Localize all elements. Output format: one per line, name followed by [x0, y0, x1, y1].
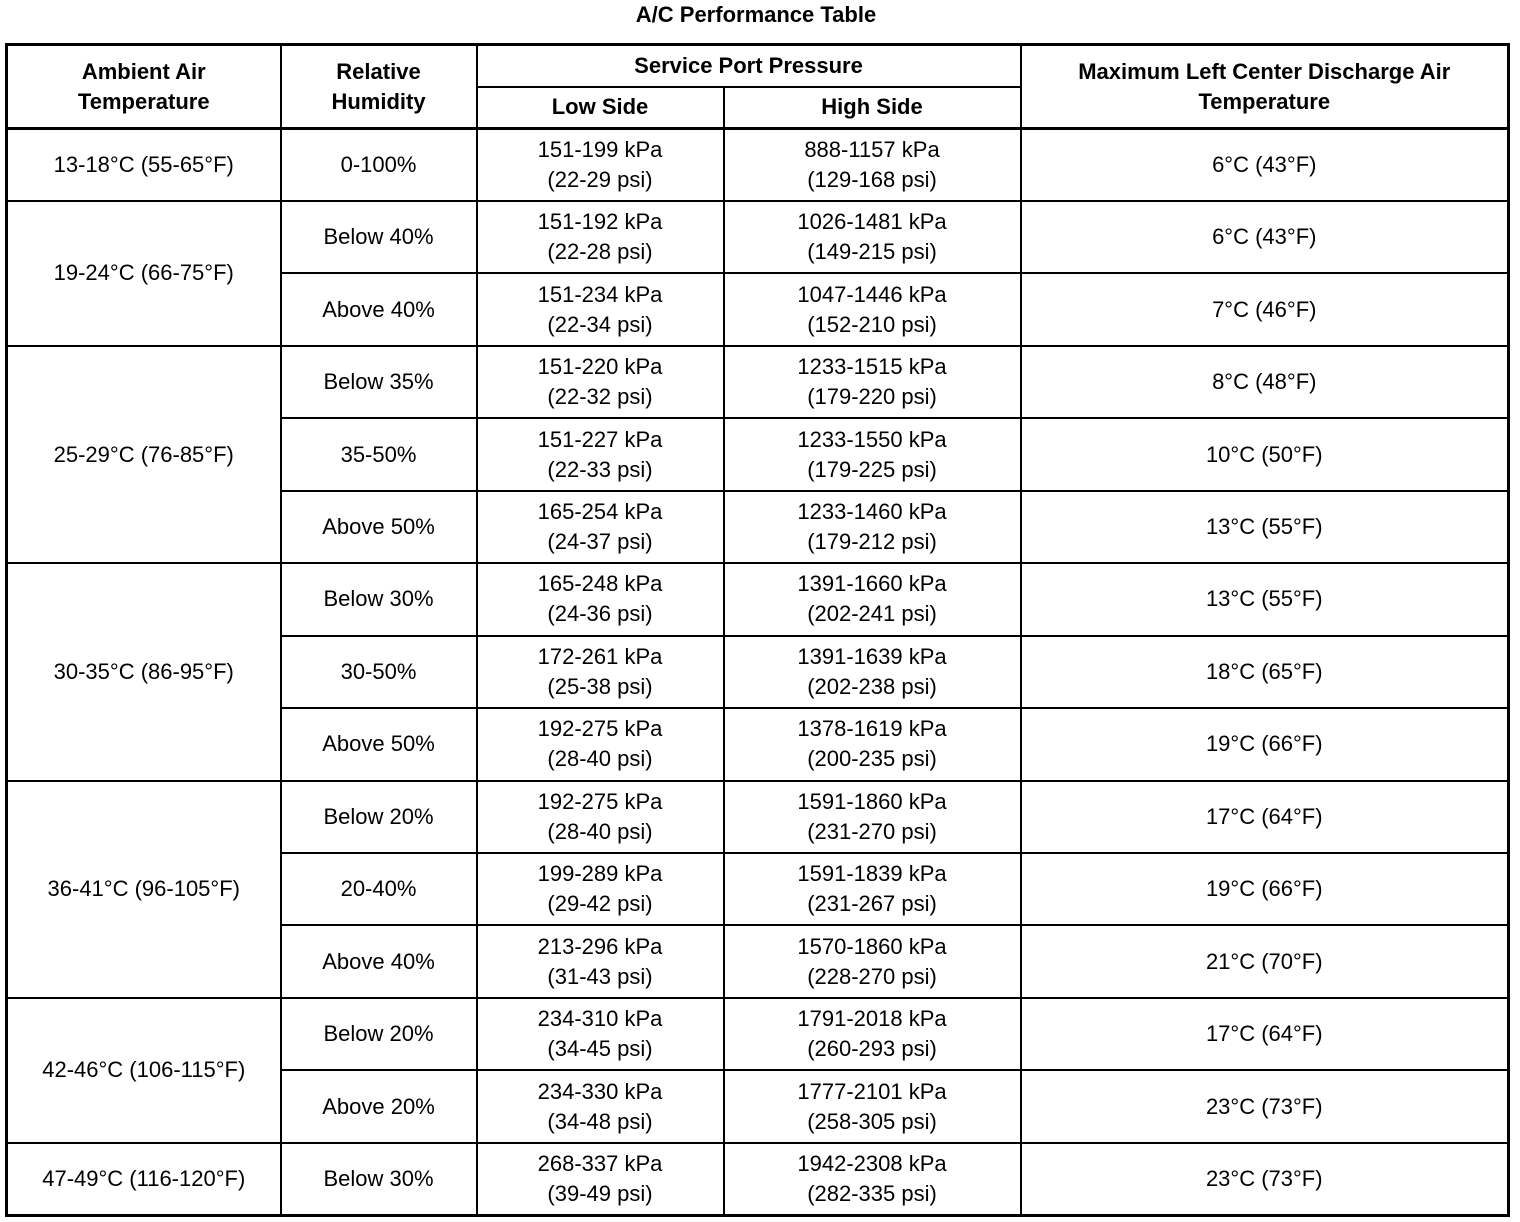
header-low-side: Low Side	[477, 87, 724, 129]
low-side-kpa-value: 165-254 kPa	[537, 498, 663, 524]
ambient-temperature-cell: 19-24°C (66-75°F)	[7, 201, 281, 346]
high-side-psi-value: (202-238 psi)	[807, 673, 937, 699]
low-side-pressure-cell	[477, 1070, 724, 1142]
table-row	[7, 129, 1509, 201]
table-row	[7, 346, 1509, 418]
low-side-psi-value: (31-43 psi)	[547, 963, 653, 989]
low-side-kpa-value: 213-296 kPa	[537, 933, 663, 959]
max-discharge-temperature-cell: 6°C (43°F)	[1021, 129, 1509, 201]
low-side-pressure-cell	[477, 636, 724, 708]
high-side-kpa-value: 1047-1446 kPa	[797, 281, 947, 307]
low-side-kpa-value: 199-289 kPa	[537, 861, 663, 887]
max-discharge-temperature-cell: 18°C (65°F)	[1021, 636, 1509, 708]
table-row	[7, 998, 1509, 1070]
header-humidity-line-1: Relative	[336, 58, 421, 84]
low-side-pressure-cell	[477, 853, 724, 925]
high-side-psi-value: (179-225 psi)	[807, 456, 937, 482]
max-discharge-temperature-cell: 17°C (64°F)	[1021, 998, 1509, 1070]
high-side-pressure-cell	[724, 129, 1021, 201]
max-discharge-temperature-cell: 6°C (43°F)	[1021, 201, 1509, 273]
low-side-pressure-cell	[477, 781, 724, 853]
max-discharge-temperature-cell: 23°C (73°F)	[1021, 1070, 1509, 1142]
relative-humidity-cell: 35-50%	[281, 418, 477, 490]
low-side-psi-value: (22-28 psi)	[547, 239, 653, 265]
max-discharge-temperature-cell: 8°C (48°F)	[1021, 346, 1509, 418]
high-side-psi-value: (179-220 psi)	[807, 384, 937, 410]
table-row	[7, 201, 1509, 273]
high-side-kpa-value: 1378-1619 kPa	[797, 716, 947, 742]
low-side-psi-value: (25-38 psi)	[547, 673, 653, 699]
high-side-psi-value: (149-215 psi)	[807, 239, 937, 265]
low-side-kpa-value: 234-330 kPa	[537, 1078, 663, 1104]
high-side-psi-value: (258-305 psi)	[807, 1108, 937, 1134]
header-discharge-line-2: Temperature	[1198, 88, 1331, 114]
low-side-pressure-cell	[477, 273, 724, 345]
ambient-temperature-cell: 25-29°C (76-85°F)	[7, 346, 281, 563]
max-discharge-temperature-cell: 21°C (70°F)	[1021, 925, 1509, 997]
low-side-psi-value: (34-45 psi)	[547, 1036, 653, 1062]
high-side-pressure-cell	[724, 853, 1021, 925]
high-side-kpa-value: 1391-1660 kPa	[797, 571, 947, 597]
high-side-kpa-value: 1591-1839 kPa	[797, 861, 947, 887]
relative-humidity-cell: Above 40%	[281, 273, 477, 345]
low-side-pressure-cell	[477, 925, 724, 997]
high-side-kpa-value: 1026-1481 kPa	[797, 209, 947, 235]
relative-humidity-cell: Above 50%	[281, 491, 477, 563]
relative-humidity-cell: Above 40%	[281, 925, 477, 997]
low-side-pressure-cell	[477, 563, 724, 635]
low-side-psi-value: (39-49 psi)	[547, 1180, 653, 1206]
ambient-temperature-cell: 30-35°C (86-95°F)	[7, 563, 281, 780]
high-side-kpa-value: 1233-1515 kPa	[797, 354, 947, 380]
low-side-kpa-value: 192-275 kPa	[537, 716, 663, 742]
relative-humidity-cell: Below 20%	[281, 998, 477, 1070]
low-side-pressure-cell	[477, 129, 724, 201]
low-side-pressure-cell	[477, 346, 724, 418]
ambient-temperature-cell: 36-41°C (96-105°F)	[7, 781, 281, 998]
low-side-kpa-value: 151-234 kPa	[537, 281, 663, 307]
header-relative-humidity	[281, 45, 477, 129]
low-side-kpa-value: 151-192 kPa	[537, 209, 663, 235]
table-row	[7, 781, 1509, 853]
high-side-kpa-value: 1791-2018 kPa	[797, 1006, 947, 1032]
relative-humidity-cell: Below 30%	[281, 1143, 477, 1216]
max-discharge-temperature-cell: 7°C (46°F)	[1021, 273, 1509, 345]
high-side-psi-value: (179-212 psi)	[807, 528, 937, 554]
high-side-psi-value: (200-235 psi)	[807, 746, 937, 772]
high-side-pressure-cell	[724, 1143, 1021, 1216]
ambient-temperature-cell: 42-46°C (106-115°F)	[7, 998, 281, 1143]
low-side-kpa-value: 192-275 kPa	[537, 788, 663, 814]
high-side-kpa-value: 1233-1550 kPa	[797, 426, 947, 452]
low-side-kpa-value: 234-310 kPa	[537, 1006, 663, 1032]
high-side-psi-value: (129-168 psi)	[807, 166, 937, 192]
table-body	[7, 129, 1509, 1216]
high-side-psi-value: (228-270 psi)	[807, 963, 937, 989]
high-side-pressure-cell	[724, 781, 1021, 853]
high-side-kpa-value: 1391-1639 kPa	[797, 643, 947, 669]
low-side-kpa-value: 151-199 kPa	[537, 136, 663, 162]
high-side-kpa-value: 1942-2308 kPa	[797, 1150, 947, 1176]
low-side-kpa-value: 268-337 kPa	[537, 1150, 663, 1176]
high-side-kpa-value: 1570-1860 kPa	[797, 933, 947, 959]
header-max-discharge-temperature	[1021, 45, 1509, 129]
high-side-pressure-cell	[724, 925, 1021, 997]
relative-humidity-cell: Below 35%	[281, 346, 477, 418]
high-side-psi-value: (202-241 psi)	[807, 601, 937, 627]
low-side-pressure-cell	[477, 201, 724, 273]
high-side-psi-value: (231-267 psi)	[807, 891, 937, 917]
high-side-pressure-cell	[724, 418, 1021, 490]
low-side-kpa-value: 172-261 kPa	[537, 643, 663, 669]
max-discharge-temperature-cell: 19°C (66°F)	[1021, 708, 1509, 780]
relative-humidity-cell: Above 20%	[281, 1070, 477, 1142]
table-title: A/C Performance Table	[635, 2, 877, 27]
max-discharge-temperature-cell: 13°C (55°F)	[1021, 491, 1509, 563]
header-ambient-air-temperature	[7, 45, 281, 129]
low-side-pressure-cell	[477, 708, 724, 780]
ambient-temperature-cell: 13-18°C (55-65°F)	[7, 129, 281, 201]
high-side-psi-value: (231-270 psi)	[807, 818, 937, 844]
max-discharge-temperature-cell: 17°C (64°F)	[1021, 781, 1509, 853]
low-side-psi-value: (22-34 psi)	[547, 311, 653, 337]
relative-humidity-cell: Below 40%	[281, 201, 477, 273]
header-discharge-line-1: Maximum Left Center Discharge Air	[1078, 58, 1451, 84]
high-side-kpa-value: 888-1157 kPa	[804, 136, 940, 162]
low-side-psi-value: (24-36 psi)	[547, 601, 653, 627]
relative-humidity-cell: 0-100%	[281, 129, 477, 201]
table-row	[7, 563, 1509, 635]
header-service-port-pressure: Service Port Pressure	[477, 45, 1021, 87]
high-side-pressure-cell	[724, 636, 1021, 708]
low-side-psi-value: (24-37 psi)	[547, 528, 653, 554]
low-side-kpa-value: 151-227 kPa	[537, 426, 663, 452]
high-side-pressure-cell	[724, 346, 1021, 418]
header-ambient-line-1: Ambient Air	[81, 58, 206, 84]
relative-humidity-cell: Above 50%	[281, 708, 477, 780]
high-side-pressure-cell	[724, 201, 1021, 273]
relative-humidity-cell: 30-50%	[281, 636, 477, 708]
low-side-psi-value: (22-29 psi)	[547, 166, 653, 192]
ac-performance-table	[5, 43, 1510, 1217]
high-side-pressure-cell	[724, 1070, 1021, 1142]
low-side-psi-value: (34-48 psi)	[547, 1108, 653, 1134]
high-side-kpa-value: 1777-2101 kPa	[797, 1078, 947, 1104]
low-side-psi-value: (28-40 psi)	[547, 746, 653, 772]
header-humidity-line-2: Humidity	[331, 88, 426, 114]
header-high-side: High Side	[724, 87, 1021, 129]
ambient-temperature-cell: 47-49°C (116-120°F)	[7, 1143, 281, 1216]
high-side-pressure-cell	[724, 998, 1021, 1070]
header-ambient-line-2: Temperature	[77, 88, 210, 114]
table-row	[7, 1143, 1509, 1216]
high-side-pressure-cell	[724, 563, 1021, 635]
low-side-psi-value: (28-40 psi)	[547, 818, 653, 844]
high-side-kpa-value: 1233-1460 kPa	[797, 498, 947, 524]
low-side-pressure-cell	[477, 1143, 724, 1216]
high-side-pressure-cell	[724, 273, 1021, 345]
max-discharge-temperature-cell: 23°C (73°F)	[1021, 1143, 1509, 1216]
low-side-pressure-cell	[477, 491, 724, 563]
low-side-pressure-cell	[477, 998, 724, 1070]
low-side-psi-value: (22-33 psi)	[547, 456, 653, 482]
low-side-kpa-value: 165-248 kPa	[537, 571, 663, 597]
max-discharge-temperature-cell: 13°C (55°F)	[1021, 563, 1509, 635]
low-side-psi-value: (22-32 psi)	[547, 384, 653, 410]
high-side-pressure-cell	[724, 491, 1021, 563]
max-discharge-temperature-cell: 19°C (66°F)	[1021, 853, 1509, 925]
max-discharge-temperature-cell: 10°C (50°F)	[1021, 418, 1509, 490]
high-side-kpa-value: 1591-1860 kPa	[797, 788, 947, 814]
low-side-kpa-value: 151-220 kPa	[537, 354, 663, 380]
high-side-psi-value: (152-210 psi)	[807, 311, 937, 337]
high-side-pressure-cell	[724, 708, 1021, 780]
relative-humidity-cell: 20-40%	[281, 853, 477, 925]
relative-humidity-cell: Below 30%	[281, 563, 477, 635]
high-side-psi-value: (260-293 psi)	[807, 1036, 937, 1062]
low-side-psi-value: (29-42 psi)	[547, 891, 653, 917]
low-side-pressure-cell	[477, 418, 724, 490]
high-side-psi-value: (282-335 psi)	[807, 1180, 937, 1206]
relative-humidity-cell: Below 20%	[281, 781, 477, 853]
